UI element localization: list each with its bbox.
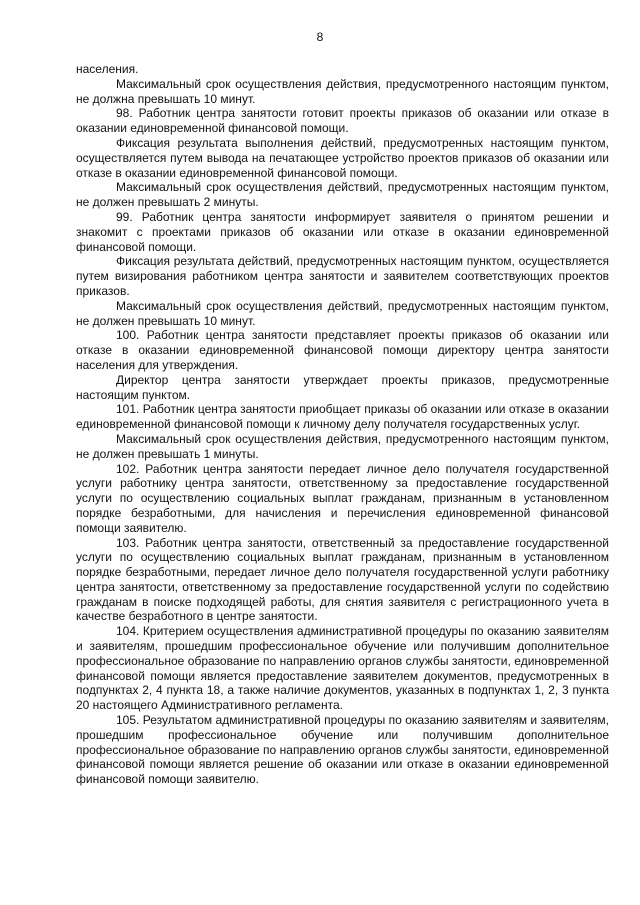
paragraph: Фиксация результата выполнения действий, предусмотренных настоящим пунктом, осуществляется путем вывода на печатающее устройство проектов приказов об оказании или отказе в оказании единовременной финансовой помощи. xyxy=(76,135,609,180)
paragraph-103: 103. Работник центра занятости, ответственный за предоставление государственной услуги по осуществлению социальных выплат гражданам, признанным в установленном порядке безработными, передает личное дело получателя государственной услуги работнику центра занятости, ответственному за предоставление государственной услуги по содействию гражданам в поиске подходящей работы, для снятия заявителя с регистрационного учета в качестве безработного в центре занятости. xyxy=(76,535,609,624)
paragraph-102: 102. Работник центра занятости передает личное дело получателя государственной услуги работнику центра занятости, ответственному за предоставление государственной услуги по осуществлению социальных выплат гражданам, признанным в установленном порядке безработными, для начисления и перечисления единовременной финансовой помощи заявителю. xyxy=(76,461,609,535)
page-number: 8 xyxy=(316,30,324,44)
paragraph-105: 105. Результатом административной процедуры по оказанию заявителям и заявителям, прошедшим профессиональное обучение или получившим дополнительное профессиональное образование по направлению органов службы занятости, единовременной финансовой помощи является решение об оказании или отказе в оказании единовременной финансовой помощи заявителю. xyxy=(76,713,609,787)
paragraph: Фиксация результата действий, предусмотренных настоящим пунктом, осуществляется путем визирования работником центра занятости и заявителем соответствующих проектов приказов. xyxy=(76,254,609,298)
paragraph: Максимальный срок осуществления действий, предусмотренных настоящим пунктом, не должен превышать 2 минуты. xyxy=(76,180,609,210)
paragraph-99: 99. Работник центра занятости информирует заявителя о принятом решении и знакомит с проектами приказов об оказании или отказе в оказании единовременной финансовой помощи. xyxy=(76,209,609,254)
document-body xyxy=(76,62,609,787)
paragraph: Максимальный срок осуществления действия, предусмотренного настоящим пунктом, не должна превышать 10 минут. xyxy=(76,76,609,106)
paragraph-98: 98. Работник центра занятости готовит проекты приказов об оказании или отказе в оказании единовременной финансовой помощи. xyxy=(76,106,609,136)
paragraph-101: 101. Работник центра занятости приобщает приказы об оказании или отказе в оказании единовременной финансовой помощи к личному делу получателя государственных услуг. xyxy=(76,402,609,432)
paragraph: Директор центра занятости утверждает проекты приказов, предусмотренные настоящим пунктом. xyxy=(76,372,609,402)
paragraph: Максимальный срок осуществления действия, предусмотренного настоящим пунктом, не должен превышать 1 минуты. xyxy=(76,431,609,461)
paragraph-100: 100. Работник центра занятости представляет проекты приказов об оказании или отказе в оказании единовременной финансовой помощи директору центра занятости населения для утверждения. xyxy=(76,328,609,372)
paragraph-continuation: населения. xyxy=(76,62,139,76)
paragraph: Максимальный срок осуществления действий, предусмотренных настоящим пунктом, не должен превышать 10 минут. xyxy=(76,298,609,328)
paragraph-104: 104. Критерием осуществления административной процедуры по оказанию заявителям и заявителям, прошедшим профессиональное обучение или получившим дополнительное профессиональное образование по направлению органов службы занятости, единовременной финансовой помощи является предоставление заявителем документов, предусмотренных в подпунктах 2, 4 пункта 18, а также наличие документов, указанных в подпунктах 1, 2, 3 пункта 20 настоящего Административного регламента. xyxy=(76,624,609,713)
